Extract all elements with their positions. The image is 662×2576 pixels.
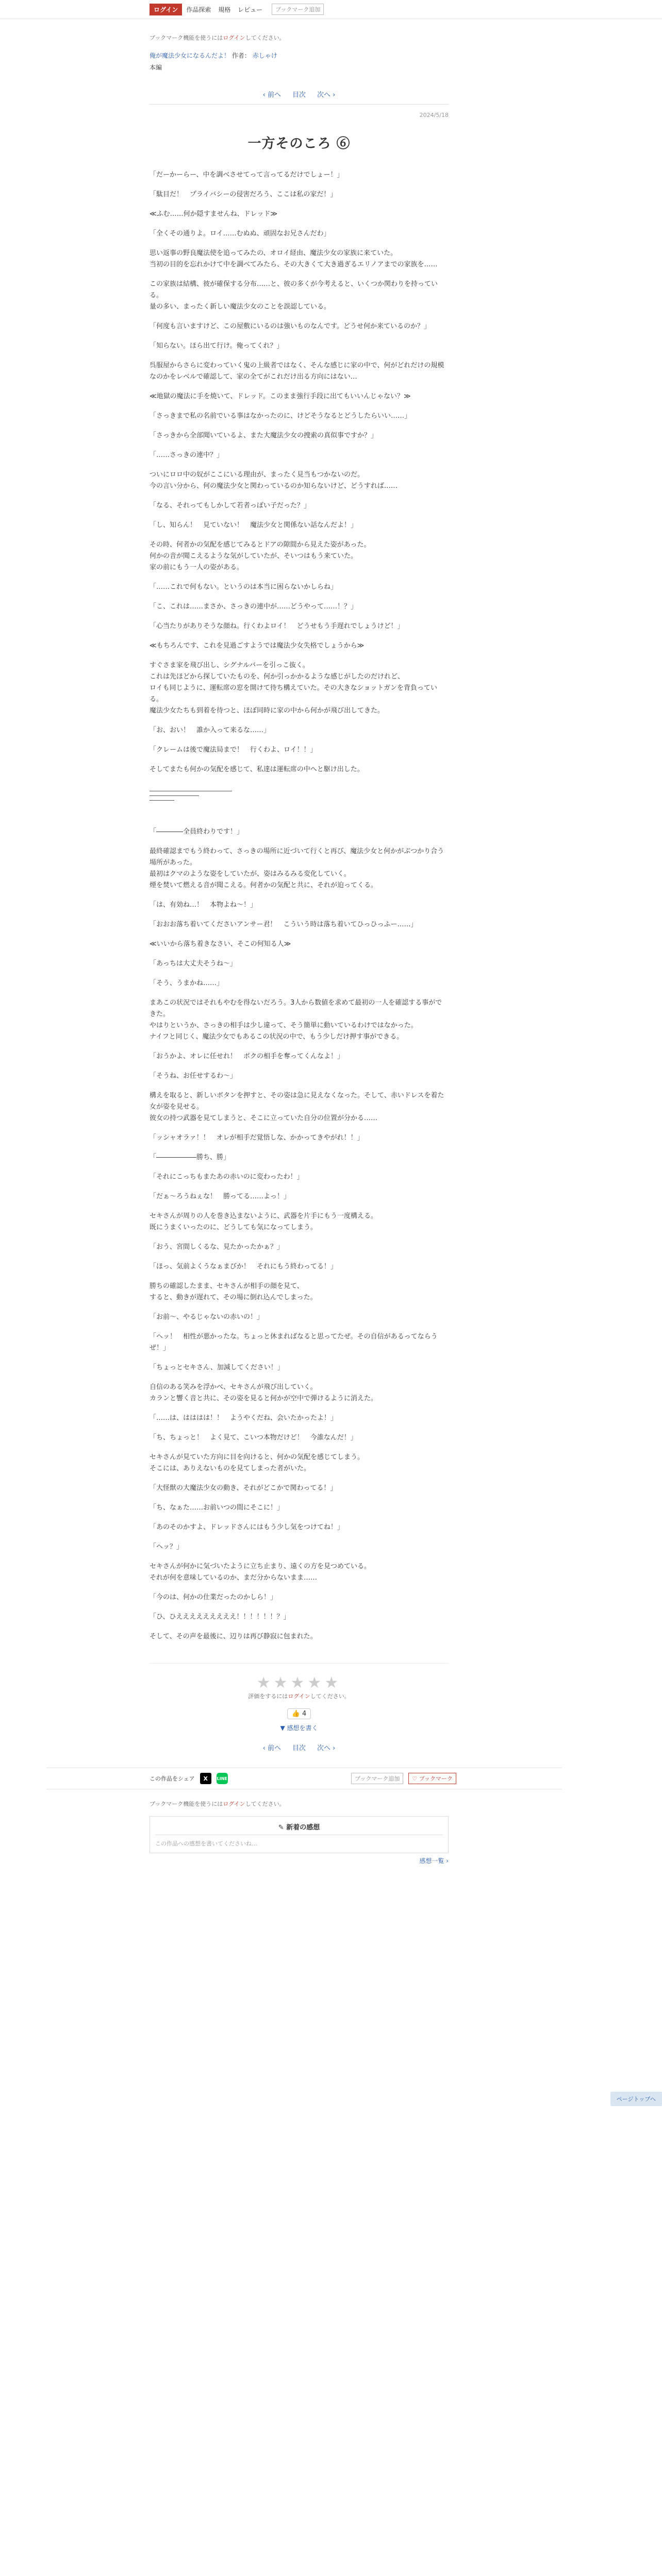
- share-label: この作品をシェア: [150, 1775, 195, 1782]
- breadcrumb: [150, 51, 449, 72]
- paragraph: 「駄目だ！ プライバシーの侵害だろう、ここは私の家だ！」: [150, 191, 337, 198]
- paragraph: 「ち、ちょっと！ よく見て、こいつ本物だけど！ 今誰なんだ！」: [150, 1434, 357, 1442]
- paragraph: 「は、有効ね…！ 本物よね～！」: [150, 901, 257, 909]
- write-review-label: 感想を書く: [287, 1724, 318, 1732]
- bottom-pager: [150, 1742, 449, 1752]
- paragraph: ≪地獄の魔法に手を焼いて、ドレッド。このまま強行手段に出てもいいんじゃない？≫: [150, 393, 411, 400]
- nav-review[interactable]: レビュー: [238, 6, 263, 13]
- nav-rules[interactable]: 規格: [218, 6, 231, 13]
- next-label: 次へ: [317, 91, 331, 99]
- paragraph: 「――――――勝ち、勝」: [150, 1154, 230, 1161]
- login-notice: [150, 33, 449, 42]
- paragraph: 「そう、うまかね……」: [150, 979, 224, 987]
- paragraph: 呉服屋からさらに変わっていく鬼の上級者ではなく、そんな感じに家の中で、何がどれだけの規模なのかをレベルで確認して、家の全てがこれだけ出る方向にはない…: [150, 362, 444, 381]
- write-review-link[interactable]: ▼ 感想を書く: [280, 1724, 318, 1732]
- paragraph: すぐさま家を飛び出し、シグナルバーを引っこ抜く。 これは先ほどから探していたものを、何か引っかかるような感じがしたのだけれど、 ロイも同じように、運転席の窓を開けて待ち構えていた。その大きなショットガンを背負っている。 魔法少女たちも到着を待つと、ほぼ同時に家の中から何かが飛び出してきた。: [150, 662, 437, 715]
- scene-divider: [150, 795, 199, 796]
- notice-suffix: してください。: [245, 35, 285, 41]
- paragraph: 勝ちの確認したまま、セキさんが相手の顔を見て、 すると、動きが遅れて、その場に倒れ込んでしまった。: [150, 1282, 317, 1301]
- comment-more-link[interactable]: 感想一覧 ›: [419, 1857, 449, 1865]
- top-pager: [150, 89, 449, 99]
- paragraph: 「なる、それってもしかして若者っぽい子だった？」: [150, 502, 311, 510]
- paragraph: 「今のは、何かの仕業だったのかしら！」: [150, 1594, 277, 1601]
- paragraph: 「さっきから全部聞いているよ、また大魔法少女の捜索の真似事ですか？」: [150, 432, 378, 439]
- main-content: [150, 33, 453, 1865]
- paragraph: 「お、おい！ 誰か入って来るな……」: [150, 726, 271, 734]
- like-count: 4: [302, 1710, 307, 1718]
- rating-stars[interactable]: ★★★★★: [256, 1674, 342, 1692]
- notice2-text: ブックマーク機能を使うには: [150, 1801, 223, 1807]
- rating-section: [150, 1663, 449, 1732]
- paragraph: 「し、知らん！ 見ていない！ 魔法少女と関係ない話なんだよ！」: [150, 521, 358, 529]
- paragraph: 「……これで何もない。というのは本当に困らないかしらね」: [150, 583, 338, 591]
- paragraph: 「さっきまで私の名前でいる事はなかったのに、けどそうなるとどうしたらいい……」: [150, 412, 411, 420]
- share-bookmark-button[interactable]: ♡ ブックマーク: [408, 1773, 456, 1784]
- paragraph: 「心当たりがありそうな顔ね。行くわよロイ！ どうせもう手遅れでしょうけど！」: [150, 622, 404, 630]
- paragraph: セキさんが何かに気づいたように立ち止まり、遠くの方を見つめている。 それが何を意味しているのか、まだ分からないまま……: [150, 1563, 371, 1582]
- comment-placeholder[interactable]: この作品への感想を書いてくださいね…: [155, 1840, 257, 1847]
- rating-note: [150, 1692, 449, 1700]
- rating-login-link[interactable]: ログイン: [288, 1693, 310, 1700]
- paragraph: 「ヘッ？」: [150, 1543, 184, 1551]
- bottom-prev-link[interactable]: ‹ 前へ: [262, 1744, 281, 1752]
- paragraph: 最終確認までもう終わって、さっきの場所に近づいて行くと再び、魔法少女と何かがぶつかり合う場所があった。 最初はクマのような姿をしていたが、姿はみるみる変化していく。 煙を焚いて燃える音が聞こえる。何者かの気配と共に、それが迫ってくる。: [150, 848, 444, 889]
- paragraph: 「クレームは後で魔法局まで！ 行くわよ、ロイ！！」: [150, 746, 317, 754]
- paragraph: 「ッシャオラァ！！ オレが相手だ覚悟しな、かかってきやがれ！！」: [150, 1134, 364, 1142]
- paragraph: セキさんが見ていた方向に目を向けると、何かの気配を感じてしまう。 そこには、ありえないものを見てしまった者がいた。: [150, 1453, 365, 1472]
- x-share-icon[interactable]: X: [200, 1773, 211, 1784]
- paragraph: 「お前～、やるじゃないの赤いの！」: [150, 1313, 264, 1321]
- paragraph: 「ちょっとセキさん、加減してください！」: [150, 1364, 284, 1371]
- paragraph: 「あのそのかすよ、ドレッドさんにはもう少し気をつけてね！」: [150, 1523, 344, 1531]
- share-bar: [46, 1768, 562, 1789]
- comment-section: [150, 1800, 449, 1865]
- prev-label: 前へ: [267, 91, 281, 99]
- rating-note-suffix: してください。: [310, 1693, 350, 1700]
- notice-text: ブックマーク機能を使うには: [150, 35, 223, 41]
- paragraph: 「ち、なぁた……お前いつの間にそこに！」: [150, 1504, 284, 1512]
- paragraph: ついにロロ中の奴がここにいる理由が、まったく見当もつかないのだ。 今の言い分から、何の魔法少女と関わっているのか知らないけど、どうすれば……: [150, 471, 398, 490]
- nav-explore[interactable]: 作品探索: [186, 6, 211, 13]
- bottom-prev-label: 前へ: [267, 1744, 281, 1752]
- comment-box: [150, 1816, 449, 1853]
- divider: [150, 104, 449, 105]
- rating-note-text: 評価をするには: [248, 1693, 288, 1700]
- comment-heading-text: 新着の感想: [286, 1824, 320, 1832]
- login-notice-bottom: [150, 1800, 449, 1808]
- author-link[interactable]: 赤しゃけ: [252, 52, 277, 59]
- paragraph: 「おうかよ、オレに任せれ！ ボクの相手を奪ってくんなよ！」: [150, 1053, 344, 1060]
- paragraph: 「だぁ～ろうねぇな！ 勝ってる……よっ！」: [150, 1193, 291, 1200]
- chapter-title: 一方そのころ ⑥: [247, 136, 351, 151]
- paragraph: 「こ、これは……まさか、さっきの連中が……どうやって……！？」: [150, 603, 358, 611]
- paragraph: ≪もちろんです、これを見過ごすようでは魔法少女失格でしょうから≫: [150, 642, 365, 650]
- bottom-next-label: 次へ: [317, 1744, 331, 1752]
- bookmark-add-button[interactable]: ブックマーク追加: [272, 4, 324, 15]
- paragraph: 自信のある笑みを浮かべ、セキさんが飛び出していく。 カランと響く音と共に、その姿を見ると何かが空中で弾けるように消えた。: [150, 1383, 378, 1402]
- prev-link[interactable]: ‹ 前へ: [262, 91, 281, 99]
- toc-link[interactable]: 目次: [292, 91, 306, 99]
- comment-heading: ✎ 新着の感想: [155, 1822, 443, 1835]
- top-bar: [0, 0, 662, 19]
- paragraph: ≪ふむ……何か隠すませんね、ドレッド≫: [150, 210, 278, 218]
- paragraph: 「おう、宮間しくるな、見たかったかぁ？」: [150, 1243, 284, 1251]
- paragraph: 「何度も言いますけど、この屋敷にいるのは強いものなんです。どうせ何か来ているのか？」: [150, 323, 431, 330]
- bookmark-label: ブックマーク: [419, 1775, 453, 1782]
- page-top-button[interactable]: ページトップへ: [610, 2092, 662, 2106]
- next-link[interactable]: 次へ ›: [317, 91, 336, 99]
- paragraph: 「おおお落ち着いてくださいアンサー君！ こういう時は落ち着いてひっひっふー……」: [150, 921, 418, 928]
- paragraph: 「大怪獣の大魔法少女の動き、それがどこかで関わってる！」: [150, 1484, 337, 1492]
- work-title-link[interactable]: 俺が魔法少女になるんだよ！: [150, 52, 230, 59]
- paragraph: 「ヘッ！ 相性が悪かったな。ちょっと休まればなると思ってたぜ。その自信があるってならうぜ！」: [150, 1333, 438, 1352]
- paragraph: 構えを取ると、新しいボタンを押すと、その姿は急に見えなくなった。そして、赤いドレスを着た女が姿を見せる。 彼女の持つ武器を見てしまうと、そこに立っていた自分の位置が分かる……: [150, 1092, 444, 1122]
- paragraph: まあこの状況ではそれもやむを得ないだろう。3人から数値を求めて最初の一人を確認する事ができた。 やはりというか、さっきの相手は少し違って、そう簡単に動いているわけではなかった。 ナイフと同じく、魔法少女でもあるこの状況の中で、もう少しだけ押す事ができる。: [150, 999, 442, 1041]
- publish-date: 2024/5/18: [419, 112, 449, 118]
- paragraph: 「あっちは大丈夫そうね～」: [150, 960, 237, 968]
- paragraph: この家族は結構、彼が確保する分布……と、彼の多くが今考えると、いくつか関わりを持っている。 量の多い、まったく新しい魔法少女のことを誤認している。: [150, 280, 438, 311]
- paragraph: 「そうね、お任せするわ～」: [150, 1072, 237, 1080]
- paragraph: 「……は、はははは！！ ようやくだね、会いたかったよ！」: [150, 1414, 338, 1422]
- notice-login-link[interactable]: ログイン: [223, 35, 245, 41]
- paragraph: 「全くその通りよ。ロイ……むぬぬ、頑固なお兄さんだわ」: [150, 230, 330, 238]
- line-share-icon[interactable]: LINE: [217, 1773, 228, 1784]
- paragraph: 「……さっきの連中？」: [150, 451, 224, 459]
- paragraph: 「知らない。ほら出て行け。俺ってくれ？」: [150, 342, 284, 350]
- author-prefix: 作者：: [231, 52, 251, 59]
- paragraph: 「だーかーらー、中を調べさせてって言ってるだけでしょー！」: [150, 171, 344, 179]
- paragraph: 思い返事の野良魔法使を追ってみたの、オロイ経由、魔法少女の家族に来ていた。 当初の目的を忘れかけて中を調べてみたら、その大きくて大き過ぎるエリノアまでの家族を……: [150, 249, 438, 268]
- share-bar-wrap: [46, 1768, 562, 1789]
- paragraph: ≪いいから落ち着きなさい、そこの何知る人≫: [150, 940, 291, 948]
- scene-divider: [150, 800, 174, 801]
- login-button[interactable]: ログイン: [150, 4, 182, 15]
- top-nav: [186, 5, 268, 14]
- paragraph: 「ほっ、気前よくうなぁまびか！ それにもう終わってる！」: [150, 1263, 337, 1270]
- paragraph: 「それにこっちもまたあの赤いのに変わったわ！」: [150, 1173, 304, 1181]
- notice2-suffix: してください。: [245, 1801, 285, 1807]
- chapter-tag: 本編: [150, 64, 162, 71]
- paragraph: そしてまたも何かの気配を感じて、私達は運転席の中へと駆け出した。: [150, 766, 364, 773]
- paragraph: 「――――全員終わりです！」: [150, 828, 244, 836]
- bottom-next-link[interactable]: 次へ ›: [317, 1744, 336, 1752]
- bottom-toc-link[interactable]: 目次: [292, 1744, 306, 1752]
- share-bookmark-add-button[interactable]: ブックマーク追加: [351, 1773, 403, 1784]
- paragraph: 「ひ、ひえええええええええ！！！！！！？」: [150, 1613, 290, 1621]
- paragraph: そして、その声を最後に、辺りは再び静寂に包まれた。: [150, 1633, 317, 1640]
- paragraph: セキさんが周りの人を巻き込まないように、武器を片手にもう一度構える。 既にうまくいったのに、どうしても気になってしまう。: [150, 1212, 378, 1231]
- like-button[interactable]: [287, 1708, 311, 1719]
- thumbs-up-icon: 👍: [291, 1710, 300, 1718]
- chapter-body: [150, 170, 449, 1642]
- paragraph: その時、何者かの気配を感じてみるとドアの隙間から見えた姿があった。 何かの音が聞こえるような気がしていたが、そいつはもう来ていた。 家の前にもう一人の姿がある。: [150, 541, 371, 571]
- notice2-login-link[interactable]: ログイン: [223, 1801, 245, 1807]
